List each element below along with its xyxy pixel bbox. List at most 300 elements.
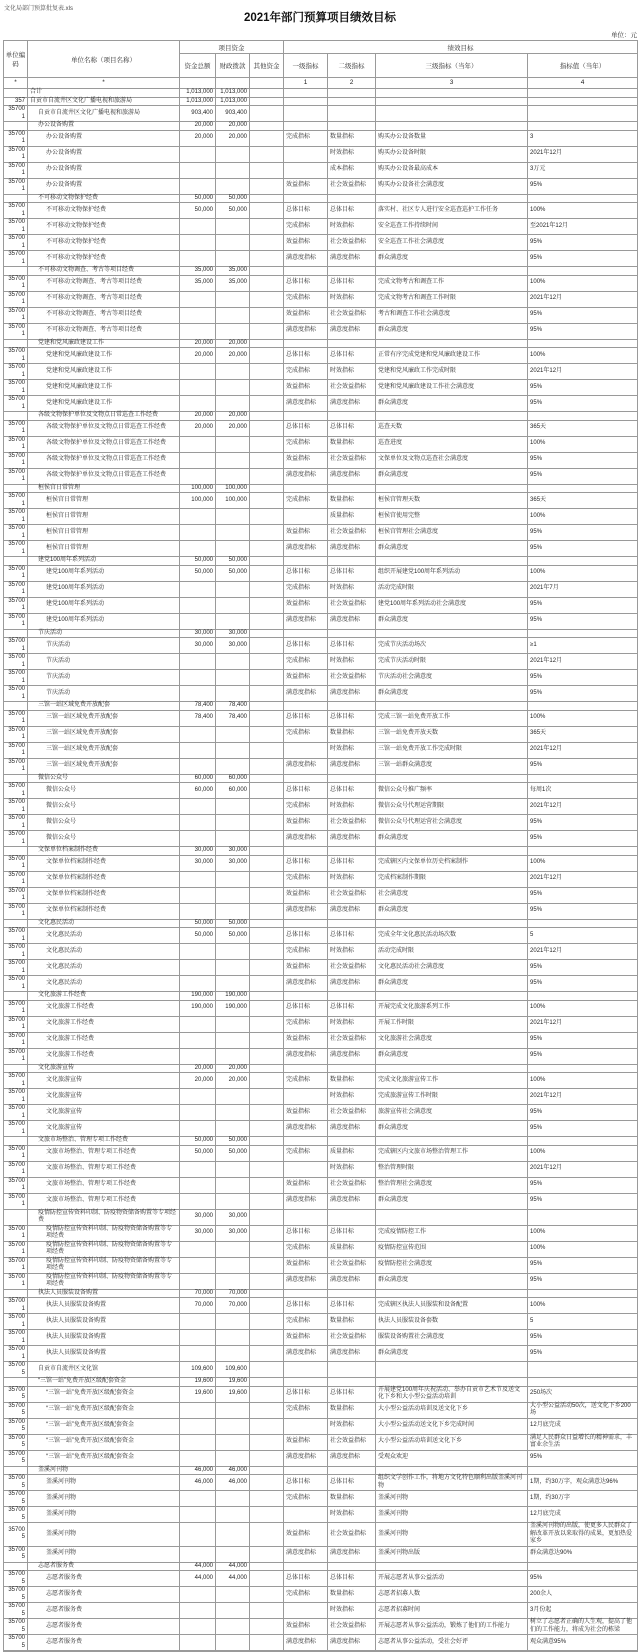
cell-amount-other (250, 1225, 284, 1241)
cell-unit-code: 357005 (4, 1507, 28, 1523)
cell-amount-other (250, 1450, 284, 1466)
cell-indicator-level1 (284, 774, 328, 783)
cell-amount-other (250, 774, 284, 783)
cell-unit-code: 357001 (4, 1089, 28, 1105)
cell-unit-code: 357001 (4, 1016, 28, 1032)
cell-indicator-level1 (284, 484, 328, 493)
table-row (4, 1000, 638, 1016)
cell-unit-name: 志愿者服务费 (28, 1619, 180, 1635)
cell-indicator-value: 群众满意达90% (528, 1546, 638, 1562)
cell-amount-other (250, 1330, 284, 1346)
cell-indicator-level2: 社会效益指标 (328, 525, 376, 541)
cell-indicator-value: 100% (528, 1225, 638, 1241)
table-row (4, 742, 638, 758)
cell-amount-fiscal: 20,000 (216, 130, 250, 146)
cell-indicator-level1: 完成指标 (284, 799, 328, 815)
cell-amount-other (250, 1073, 284, 1089)
cell-amount-total (180, 903, 216, 919)
cell-amount-total (180, 1546, 216, 1562)
cell-amount-fiscal (216, 1402, 250, 1418)
cell-indicator-level1 (284, 1089, 328, 1105)
cell-unit-code: 357005 (4, 1434, 28, 1450)
table-row (4, 928, 638, 944)
cell-indicator-level2: 社会效益指标 (328, 887, 376, 903)
cell-indicator-value: 2021年12月 (528, 1016, 638, 1032)
cell-unit-name: 釜溪河刊物 (28, 1466, 180, 1475)
cell-amount-total (180, 307, 216, 323)
cell-unit-code (4, 919, 28, 928)
cell-unit-name: 不可移动文物调查、考古等项目经费 (28, 291, 180, 307)
cell-amount-total (180, 1105, 216, 1121)
cell-unit-name: 疫情防控宣传资料印制、防疫物资储备购置等专项经费 (28, 1257, 180, 1273)
cell-unit-name: 节庆活动 (28, 670, 180, 686)
cell-indicator-value (528, 1289, 638, 1298)
cell-amount-other (250, 380, 284, 396)
cell-unit-name: 桓侯宫日常管理 (28, 493, 180, 509)
cell-indicator-value (528, 1562, 638, 1571)
cell-unit-code: 357001 (4, 726, 28, 742)
cell-indicator-level1 (284, 89, 328, 98)
cell-amount-other (250, 436, 284, 452)
cell-indicator-level1 (284, 742, 328, 758)
cell-indicator-level2 (328, 992, 376, 1001)
cell-amount-other (250, 1298, 284, 1314)
cell-amount-total: 20,000 (180, 122, 216, 131)
cell-indicator-level3: 疫情防控社会满意度 (376, 1257, 528, 1273)
cell-amount-total (180, 1314, 216, 1330)
cell-indicator-value: 95% (528, 1032, 638, 1048)
cell-amount-fiscal (216, 1016, 250, 1032)
cell-indicator-level2 (328, 919, 376, 928)
cell-indicator-level2 (328, 1137, 376, 1146)
cell-indicator-level2: 社会效益指标 (328, 1257, 376, 1273)
cell-unit-code: 357001 (4, 783, 28, 799)
table-row (4, 1314, 638, 1330)
cell-indicator-value: 2021年12月 (528, 799, 638, 815)
cell-unit-code: 357001 (4, 1177, 28, 1193)
cell-indicator-level2: 时效指标 (328, 1418, 376, 1434)
cell-unit-name: 建党100周年系列活动 (28, 613, 180, 629)
cell-indicator-level1: 效益指标 (284, 1434, 328, 1450)
cell-amount-other (250, 629, 284, 638)
cell-unit-code: 357001 (4, 654, 28, 670)
column-header-level3-indicator: 三级指标（当年） (376, 54, 528, 78)
cell-unit-code: 357001 (4, 831, 28, 847)
cell-indicator-level2: 质量指标 (328, 1145, 376, 1161)
cell-amount-other (250, 194, 284, 203)
cell-unit-code: 357001 (4, 178, 28, 194)
cell-amount-total: 20,000 (180, 1064, 216, 1073)
cell-unit-code: 357001 (4, 380, 28, 396)
cell-unit-name: 疫情防控宣传资料印制、防疫物资储备购置等专项经费 (28, 1241, 180, 1257)
cell-amount-other (250, 1507, 284, 1523)
cell-unit-name: 釜溪河刊物 (28, 1491, 180, 1507)
cell-amount-total: 30,000 (180, 1209, 216, 1225)
cell-unit-name: 节庆活动 (28, 629, 180, 638)
cell-indicator-level2: 满意度指标 (328, 1635, 376, 1651)
cell-indicator-level3: 三馆一站群众满意度 (376, 758, 528, 774)
cell-indicator-value (528, 702, 638, 711)
cell-indicator-level3: 受观众欢迎 (376, 1450, 528, 1466)
cell-indicator-level3: 微信公众号推广频率 (376, 783, 528, 799)
cell-indicator-level3: 文保单位及文物点巡查社会满意度 (376, 452, 528, 468)
cell-unit-code: 357001 (4, 436, 28, 452)
cell-unit-code: 357005 (4, 1362, 28, 1378)
cell-unit-code: 357005 (4, 1386, 28, 1402)
cell-unit-name: 建党100周年系列活动 (28, 597, 180, 613)
cell-amount-fiscal (216, 323, 250, 339)
cell-amount-fiscal: 35,000 (216, 267, 250, 276)
cell-unit-code: 357001 (4, 1346, 28, 1362)
cell-amount-fiscal: 20,000 (216, 122, 250, 131)
cell-indicator-level3: 桓侯宫管理社会满意度 (376, 525, 528, 541)
cell-amount-fiscal (216, 1546, 250, 1562)
cell-amount-other (250, 1491, 284, 1507)
cell-indicator-level2: 社会效益指标 (328, 960, 376, 976)
cell-indicator-level3: 购买办公设备数量 (376, 130, 528, 146)
cell-amount-fiscal (216, 1048, 250, 1064)
cell-indicator-level3: 群众满意度 (376, 468, 528, 484)
cell-indicator-level3: 釜溪河刊物 (376, 1507, 528, 1523)
cell-indicator-level2: 质量指标 (328, 509, 376, 525)
cell-unit-name: 各级文物保护单位及文物点日常巡查工作经费 (28, 436, 180, 452)
cell-unit-name: 桓侯宫日常管理 (28, 525, 180, 541)
cell-unit-code: 357005 (4, 1619, 28, 1635)
cell-unit-name: 三馆一站区域免费开放配套 (28, 702, 180, 711)
cell-amount-fiscal (216, 525, 250, 541)
cell-indicator-level3: 志愿者从事公益活动，受社会好评 (376, 1635, 528, 1651)
cell-indicator-level2: 社会效益指标 (328, 1523, 376, 1547)
cell-unit-name: 志愿者服务费 (28, 1635, 180, 1651)
cell-indicator-level1: 效益指标 (284, 452, 328, 468)
cell-amount-other (250, 1378, 284, 1387)
cell-indicator-level2 (328, 412, 376, 421)
cell-indicator-level1 (284, 146, 328, 162)
cell-indicator-level3 (376, 106, 528, 122)
cell-indicator-level3: 群众满意度 (376, 323, 528, 339)
cell-indicator-level1: 总体目标 (284, 1571, 328, 1587)
table-row (4, 364, 638, 380)
cell-indicator-level2: 时效指标 (328, 146, 376, 162)
cell-unit-code: 357001 (4, 670, 28, 686)
cell-indicator-level1: 完成指标 (284, 1145, 328, 1161)
cell-indicator-level2: 质量指标 (328, 1241, 376, 1257)
table-row (4, 1298, 638, 1314)
cell-amount-fiscal: 44,000 (216, 1571, 250, 1587)
cell-unit-name: 釜溪河刊物 (28, 1475, 180, 1491)
cell-indicator-level1: 效益指标 (284, 815, 328, 831)
cell-amount-total: 1,013,000 (180, 97, 216, 106)
cell-indicator-level3: 群众满意度 (376, 686, 528, 702)
cell-indicator-value: 2021年12月 (528, 742, 638, 758)
cell-indicator-level3: 群众满意度 (376, 613, 528, 629)
cell-unit-code: 357001 (4, 1161, 28, 1177)
cell-indicator-level3: 活动完成时限 (376, 944, 528, 960)
cell-unit-name: 微信公众号 (28, 831, 180, 847)
table-row (4, 686, 638, 702)
cell-unit-code: 357001 (4, 686, 28, 702)
cell-unit-name: 节庆活动 (28, 638, 180, 654)
cell-indicator-level1: 完成指标 (284, 1491, 328, 1507)
cell-amount-fiscal (216, 1491, 250, 1507)
cell-unit-code: 357001 (4, 525, 28, 541)
cell-amount-other (250, 509, 284, 525)
cell-indicator-level1 (284, 1161, 328, 1177)
table-row (4, 831, 638, 847)
cell-indicator-level1 (284, 97, 328, 106)
cell-unit-code: 357001 (4, 1193, 28, 1209)
cell-indicator-value: 95% (528, 670, 638, 686)
cell-indicator-level2: 总体目标 (328, 928, 376, 944)
cell-amount-total (180, 364, 216, 380)
cell-indicator-value: 365天 (528, 493, 638, 509)
cell-amount-other (250, 903, 284, 919)
cell-indicator-level2: 时效指标 (328, 799, 376, 815)
cell-indicator-level1: 完成指标 (284, 1073, 328, 1089)
cell-amount-other (250, 1587, 284, 1603)
cell-amount-other (250, 493, 284, 509)
cell-amount-total (180, 380, 216, 396)
cell-indicator-level3: 完成全年文化惠民活动场次数 (376, 928, 528, 944)
cell-unit-code: 357001 (4, 203, 28, 219)
cell-amount-other (250, 275, 284, 291)
cell-amount-other (250, 783, 284, 799)
cell-amount-other (250, 1289, 284, 1298)
cell-indicator-level3: 群众满意度 (376, 976, 528, 992)
table-row (4, 1225, 638, 1241)
cell-amount-other (250, 1048, 284, 1064)
cell-amount-other (250, 1362, 284, 1378)
cell-indicator-level1: 总体目标 (284, 1386, 328, 1402)
cell-indicator-level2 (328, 484, 376, 493)
cell-unit-name: “三馆一站”免费开放区级配套资金 (28, 1434, 180, 1450)
cell-indicator-value: 3万元 (528, 162, 638, 178)
cell-amount-total (180, 686, 216, 702)
page-title: 2021年部门预算项目绩效目标 (243, 12, 397, 24)
cell-indicator-level2: 社会效益指标 (328, 1032, 376, 1048)
cell-indicator-level3 (376, 194, 528, 203)
cell-indicator-level1: 完成指标 (284, 654, 328, 670)
cell-amount-other (250, 710, 284, 726)
cell-amount-fiscal: 19,600 (216, 1386, 250, 1402)
cell-amount-fiscal: 20,000 (216, 1073, 250, 1089)
cell-amount-total (180, 1273, 216, 1289)
table-row (4, 597, 638, 613)
table-row (4, 203, 638, 219)
cell-amount-fiscal (216, 1257, 250, 1273)
cell-unit-name: 党建和党风廉政建设工作 (28, 348, 180, 364)
cell-indicator-level3: 微信公众号代理运营社会满意度 (376, 815, 528, 831)
cell-unit-code (4, 702, 28, 711)
cell-indicator-level3: 完成旅游宣传工作时限 (376, 1089, 528, 1105)
table-row (4, 509, 638, 525)
cell-unit-code: 357001 (4, 452, 28, 468)
cell-amount-fiscal (216, 541, 250, 557)
cell-amount-other (250, 1571, 284, 1587)
table-row (4, 1386, 638, 1402)
cell-amount-total: 30,000 (180, 1225, 216, 1241)
cell-indicator-level2: 数量指标 (328, 1587, 376, 1603)
cell-unit-name: 自贡市自流井区文化广播电视和旅游局 (28, 106, 180, 122)
cell-amount-fiscal: 44,000 (216, 1562, 250, 1571)
cell-unit-name: 文保单位档案制作经费 (28, 871, 180, 887)
cell-unit-code: 357001 (4, 581, 28, 597)
cell-indicator-level3: 完成节庆活动时限 (376, 654, 528, 670)
cell-amount-total: 78,400 (180, 702, 216, 711)
cell-indicator-level1: 效益指标 (284, 1619, 328, 1635)
cell-amount-other (250, 758, 284, 774)
cell-indicator-value: 95% (528, 613, 638, 629)
cell-indicator-level2: 总体目标 (328, 855, 376, 871)
cell-amount-other (250, 976, 284, 992)
cell-indicator-level3 (376, 1362, 528, 1378)
table-row (4, 97, 638, 106)
cell-indicator-level1: 满意度指标 (284, 686, 328, 702)
cell-unit-name: 文化旅游宣传 (28, 1089, 180, 1105)
table-row (4, 847, 638, 856)
cell-unit-name: 釜溪河刊物 (28, 1523, 180, 1547)
header-number-3: 3 (376, 78, 528, 89)
cell-indicator-level1: 满意度指标 (284, 1635, 328, 1651)
cell-indicator-value (528, 267, 638, 276)
cell-unit-name: 办公设备购置 (28, 146, 180, 162)
cell-unit-code: 357001 (4, 146, 28, 162)
cell-indicator-value: 95% (528, 1571, 638, 1587)
cell-unit-name: 执法人员服装设备购置 (28, 1314, 180, 1330)
cell-amount-other (250, 1145, 284, 1161)
cell-amount-fiscal: 903,400 (216, 106, 250, 122)
cell-amount-total: 30,000 (180, 629, 216, 638)
cell-amount-fiscal: 70,000 (216, 1289, 250, 1298)
cell-indicator-value (528, 1466, 638, 1475)
cell-indicator-level1: 效益指标 (284, 597, 328, 613)
cell-amount-total: 100,000 (180, 493, 216, 509)
cell-amount-total (180, 162, 216, 178)
cell-indicator-value: 95% (528, 1330, 638, 1346)
cell-unit-name: 办公设备购置 (28, 162, 180, 178)
cell-indicator-value: 95% (528, 758, 638, 774)
cell-amount-fiscal (216, 1161, 250, 1177)
cell-indicator-value: 95% (528, 452, 638, 468)
table-row (4, 307, 638, 323)
cell-indicator-value: 95% (528, 1105, 638, 1121)
table-row (4, 162, 638, 178)
cell-amount-fiscal: 100,000 (216, 484, 250, 493)
cell-amount-fiscal: 190,000 (216, 1000, 250, 1016)
cell-amount-other (250, 1209, 284, 1225)
cell-indicator-level2: 满意度指标 (328, 323, 376, 339)
cell-indicator-level1 (284, 629, 328, 638)
cell-unit-code: 357001 (4, 928, 28, 944)
cell-unit-name: 文化旅游工作经费 (28, 1016, 180, 1032)
cell-indicator-level1: 完成指标 (284, 1016, 328, 1032)
cell-indicator-value: 200余人 (528, 1587, 638, 1603)
table-row (4, 106, 638, 122)
cell-unit-name: 建党100周年系列活动 (28, 557, 180, 566)
header-row-numbers (4, 78, 638, 89)
cell-indicator-level1 (284, 1289, 328, 1298)
cell-amount-total (180, 1635, 216, 1651)
cell-unit-code: 357005 (4, 1402, 28, 1418)
cell-amount-other (250, 89, 284, 98)
cell-amount-fiscal: 30,000 (216, 638, 250, 654)
cell-indicator-level3: 完成辖区内文旅市场整治管理工作 (376, 1145, 528, 1161)
cell-unit-code (4, 847, 28, 856)
cell-indicator-level3: 三馆一站免费开放天数 (376, 726, 528, 742)
cell-amount-total: 46,000 (180, 1466, 216, 1475)
cell-amount-fiscal (216, 944, 250, 960)
cell-indicator-level2: 满意度指标 (328, 1346, 376, 1362)
cell-amount-total (180, 831, 216, 847)
cell-unit-code: 357001 (4, 275, 28, 291)
table-body (4, 89, 638, 1652)
cell-unit-code: 357001 (4, 291, 28, 307)
table-row (4, 613, 638, 629)
cell-indicator-level2: 社会效益指标 (328, 380, 376, 396)
cell-unit-code: 357001 (4, 799, 28, 815)
cell-unit-code: 357001 (4, 1105, 28, 1121)
cell-amount-fiscal: 109,600 (216, 1362, 250, 1378)
cell-indicator-level2: 时效指标 (328, 364, 376, 380)
cell-indicator-level3: 组织开展建党100周年系列活动 (376, 565, 528, 581)
cell-indicator-level2: 时效指标 (328, 1016, 376, 1032)
column-header-level1-indicator: 一级指标 (284, 54, 328, 78)
cell-indicator-value: 95% (528, 1273, 638, 1289)
cell-indicator-level2: 社会效益指标 (328, 452, 376, 468)
cell-unit-code: 357001 (4, 815, 28, 831)
cell-indicator-level3 (376, 1562, 528, 1571)
cell-unit-code: 357001 (4, 348, 28, 364)
cell-indicator-level1 (284, 106, 328, 122)
cell-amount-fiscal (216, 1507, 250, 1523)
cell-unit-code (4, 1137, 28, 1146)
table-row (4, 1032, 638, 1048)
cell-unit-code (4, 557, 28, 566)
cell-indicator-level1: 完成指标 (284, 871, 328, 887)
cell-unit-code: 357001 (4, 758, 28, 774)
column-header-fiscal-appropriation: 财政拨款 (216, 54, 250, 78)
table-row (4, 992, 638, 1001)
cell-unit-name: 文化旅游宣传 (28, 1121, 180, 1137)
cell-amount-other (250, 565, 284, 581)
cell-indicator-value: 95% (528, 323, 638, 339)
cell-indicator-value: 3 (528, 130, 638, 146)
cell-indicator-value: 3月份起 (528, 1603, 638, 1619)
table-row (4, 1105, 638, 1121)
table-row (4, 1546, 638, 1562)
cell-amount-total (180, 670, 216, 686)
cell-unit-code: 357001 (4, 960, 28, 976)
cell-indicator-level2 (328, 629, 376, 638)
cell-amount-total: 100,000 (180, 484, 216, 493)
cell-amount-other (250, 1386, 284, 1402)
cell-indicator-level1: 总体目标 (284, 928, 328, 944)
cell-amount-total (180, 146, 216, 162)
cell-unit-name: 文化旅游宣传 (28, 1105, 180, 1121)
cell-amount-other (250, 323, 284, 339)
cell-indicator-level2: 总体目标 (328, 783, 376, 799)
cell-indicator-value: 95% (528, 468, 638, 484)
cell-indicator-level2 (328, 106, 376, 122)
cell-amount-fiscal (216, 380, 250, 396)
cell-unit-name: 执法人员服装设备购置 (28, 1330, 180, 1346)
table-row (4, 1378, 638, 1387)
cell-indicator-level2: 社会效益指标 (328, 597, 376, 613)
cell-unit-name: 微信公众号 (28, 799, 180, 815)
cell-amount-other (250, 960, 284, 976)
cell-indicator-level2 (328, 194, 376, 203)
cell-indicator-level3: 活动完成时限 (376, 581, 528, 597)
